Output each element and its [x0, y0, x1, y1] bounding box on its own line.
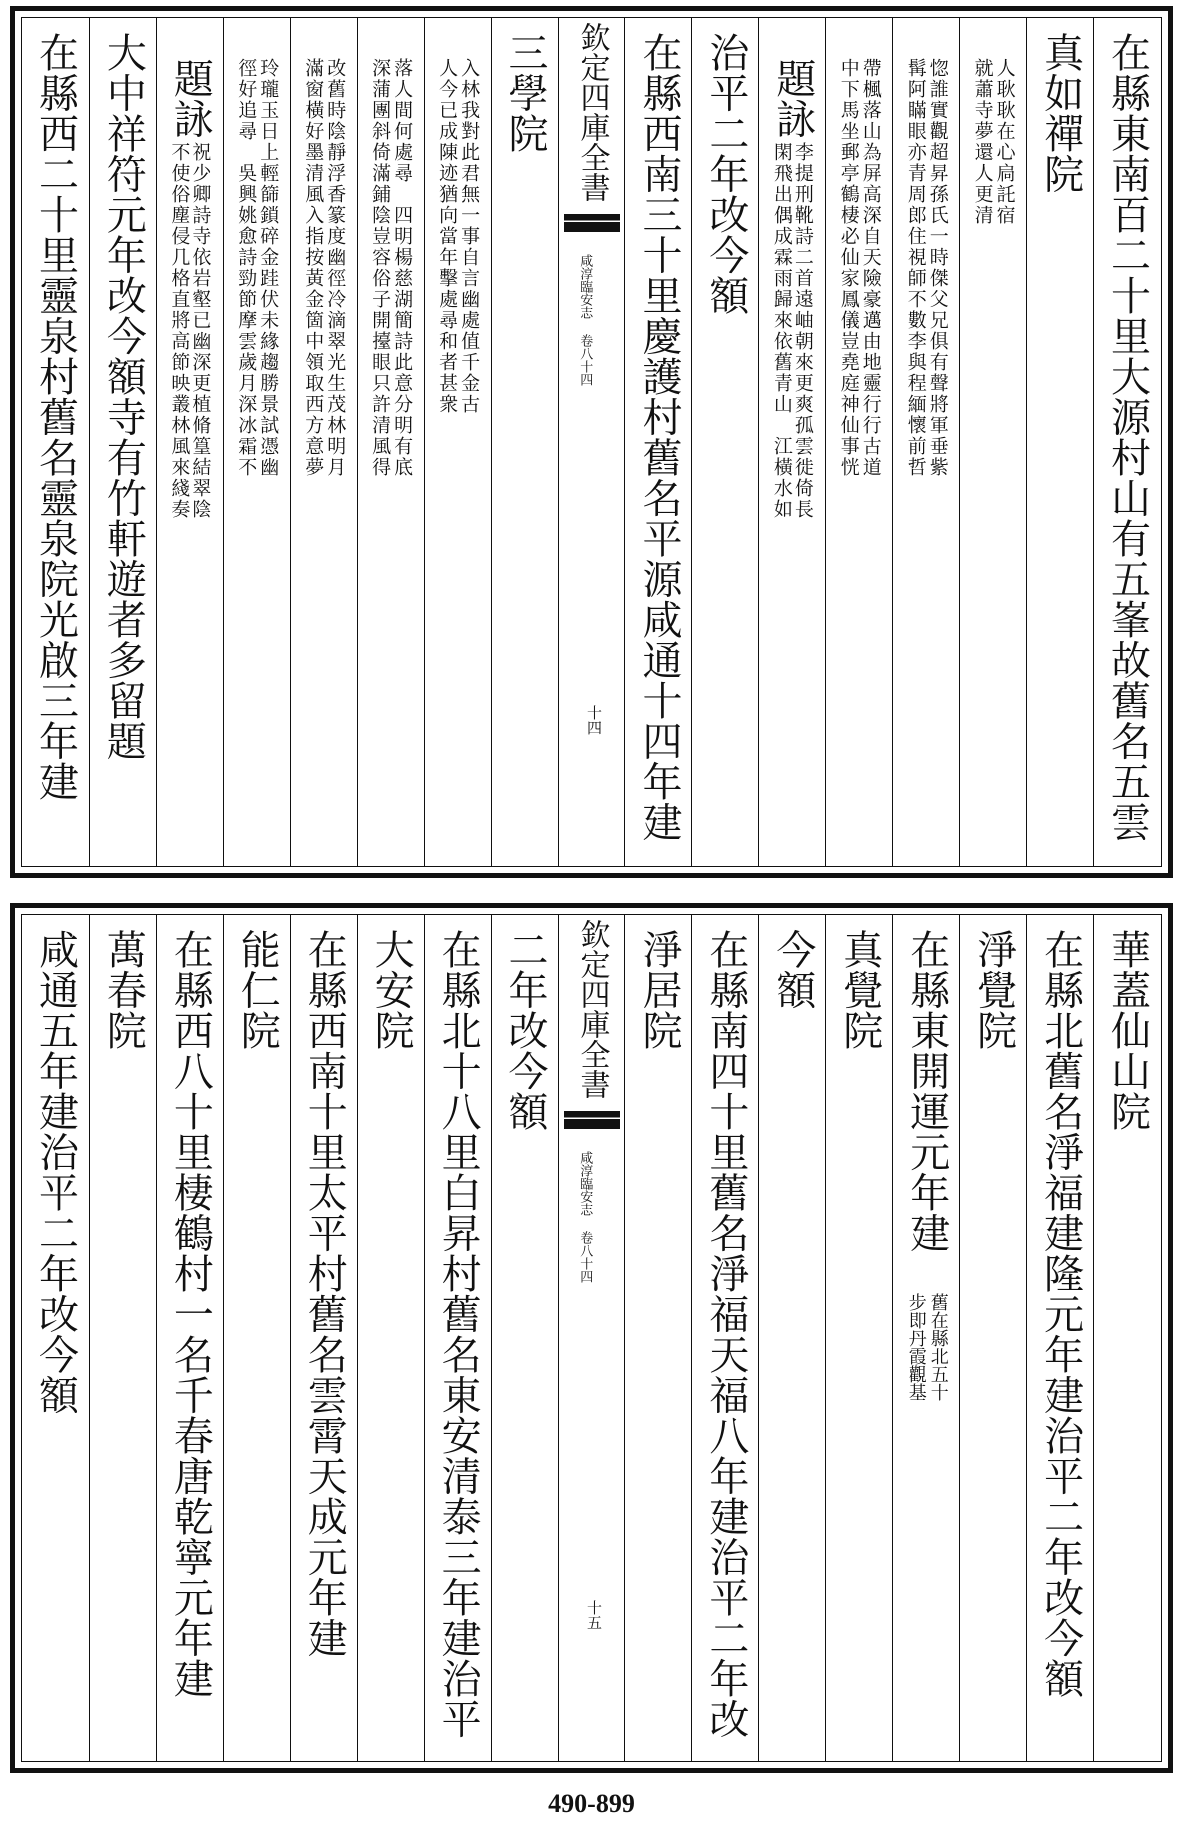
column-subtext: 深蒲團斜倚滿鋪陰豈容俗子開擡眼只許清風得 [369, 58, 392, 478]
fish-tail-mark [564, 1111, 620, 1129]
column-text: 在縣西南十里太平村舊名雲霄天成元年建 [301, 929, 348, 1658]
text-column [156, 18, 223, 866]
column-text: 淨居院 [635, 929, 682, 1051]
column-text: 真如禪院 [1037, 32, 1084, 194]
top-page [10, 6, 1173, 878]
text-column [89, 18, 156, 866]
column-subtext: 徑好追尋 吳興姚愈詩勁節摩雲歲月深冰霜不 [235, 58, 258, 478]
column-heading: 題詠 [769, 58, 816, 139]
column-subtext: 惚誰實觀超昇孫氏一時傑父兄俱有聲將軍垂紫 [926, 58, 949, 478]
book-title-banner: 欽定四庫全書 [574, 22, 610, 202]
book-title-banner: 欽定四庫全書 [574, 919, 610, 1099]
column-text: 在縣東南百二十里大源村山有五峯故舊名五雲 [1104, 32, 1151, 842]
text-column [424, 915, 491, 1761]
text-column [290, 915, 357, 1761]
column-subtext: 不使俗塵侵几格直將高節映叢林風來綫奏 [168, 142, 191, 520]
text-column [558, 18, 625, 866]
column-subtext: 中下馬坐郵亭鶴棲必仙家鳳儀豈堯庭神仙事恍 [837, 58, 860, 478]
column-text: 在縣南四十里舊名淨福天福八年建治平二年改 [702, 929, 749, 1739]
column-text: 真覺院 [836, 929, 883, 1051]
column-subtext: 人耿耿在心扃託宿 [993, 58, 1016, 226]
column-text: 治平二年改今額 [702, 32, 749, 316]
column-text: 在縣西南三十里慶護村舊名平源咸通十四年建 [635, 32, 682, 842]
column-text: 淨覺院 [970, 929, 1017, 1051]
column-heading: 題詠 [167, 58, 214, 139]
column-text: 在縣北舊名淨福建隆元年建治平二年改今額 [1037, 929, 1084, 1699]
top-page-text-area [21, 17, 1162, 867]
text-column [1026, 915, 1093, 1761]
text-column [491, 915, 558, 1761]
text-column [89, 915, 156, 1761]
text-column [892, 915, 959, 1761]
column-text: 二年改今額 [502, 929, 549, 1132]
text-column [691, 915, 758, 1761]
text-column [1093, 18, 1160, 866]
text-column [825, 915, 892, 1761]
column-text: 能仁院 [234, 929, 281, 1051]
text-column [892, 18, 959, 866]
text-column [691, 18, 758, 866]
text-column [959, 18, 1026, 866]
column-text: 三學院 [502, 32, 549, 154]
text-column [1026, 18, 1093, 866]
text-column [22, 915, 89, 1761]
text-column [290, 18, 357, 866]
text-column [624, 18, 691, 866]
text-column [624, 915, 691, 1761]
column-subtext: 改舊時陰靜浮香篆度幽徑冷滴翠光生茂林明月 [324, 58, 347, 478]
bottom-page-text-area [21, 914, 1162, 1762]
column-subtext: 閑飛出偶成霖雨歸來依舊青山 江橫水如 [770, 142, 793, 520]
bottom-page [10, 903, 1173, 1773]
column-note: 步即丹霞觀基 [905, 1293, 927, 1401]
column-subtext: 李提刑靴詩二首遠岫朝來更爽孤雲徙倚長 [791, 142, 814, 520]
column-subtext: 就蕭寺夢還人更清 [971, 58, 994, 226]
column-text: 在縣西八十里棲鶴村一名千春唐乾寧元年建 [167, 929, 214, 1699]
column-text: 在縣西二十里靈泉村舊名靈泉院光啟三年建 [32, 32, 79, 802]
column-text: 大安院 [368, 929, 415, 1051]
column-text: 今額 [769, 929, 816, 1010]
text-column [491, 18, 558, 866]
text-column [959, 915, 1026, 1761]
text-column [156, 915, 223, 1761]
column-subtext: 玲瓏玉日上輕篩鎖碎金跬伏未緣趨勝景試憑幽 [257, 58, 280, 478]
text-column [357, 915, 424, 1761]
text-column [825, 18, 892, 866]
text-column [357, 18, 424, 866]
text-column [758, 915, 825, 1761]
text-column [1093, 915, 1160, 1761]
column-subtext: 髯阿瞞眼亦青周郎住視師不數李與程緬懷前哲 [904, 58, 927, 478]
column-text: 華蓋仙山院 [1104, 929, 1151, 1132]
volume-info: 咸淳臨安志 卷八十四 [577, 254, 593, 386]
text-column [223, 18, 290, 866]
text-column [223, 915, 290, 1761]
column-note: 舊在縣北五十 [927, 1293, 949, 1401]
column-subtext: 祝少卿詩寺依岩壑已幽深更植脩篁結翠陰 [189, 142, 212, 520]
text-column [558, 915, 625, 1761]
text-column [22, 18, 89, 866]
column-text: 在縣東開運元年建 [903, 929, 950, 1253]
volume-info: 咸淳臨安志 卷八十四 [577, 1151, 593, 1283]
column-subtext: 落人間何處尋 四明楊慈湖簡詩此意分明有底 [391, 58, 414, 478]
text-column [758, 18, 825, 866]
column-text: 大中祥符元年改今額寺有竹軒遊者多留題 [100, 32, 147, 761]
column-subtext: 入林我對此君無一事自言幽處值千金古 [458, 58, 481, 415]
text-column [424, 18, 491, 866]
column-subtext: 人今已成陳迹猶向當年擊處尋和者甚衆 [436, 58, 459, 415]
column-subtext: 滿窗橫好墨清風入指按黃金箇中領取西方意夢 [302, 58, 325, 478]
page-code: 490-899 [548, 1789, 635, 1818]
column-subtext: 帶楓落山為屏高深自天險豪邁由地靈行行古道 [859, 58, 882, 478]
page-number: 十四 [584, 705, 603, 735]
page-number: 十五 [584, 1600, 603, 1630]
column-text: 在縣北十八里白昇村舊名東安清泰三年建治平 [435, 929, 482, 1739]
column-text: 咸通五年建治平二年改今額 [32, 929, 79, 1415]
column-text: 萬春院 [100, 929, 147, 1051]
fish-tail-mark [564, 214, 620, 232]
